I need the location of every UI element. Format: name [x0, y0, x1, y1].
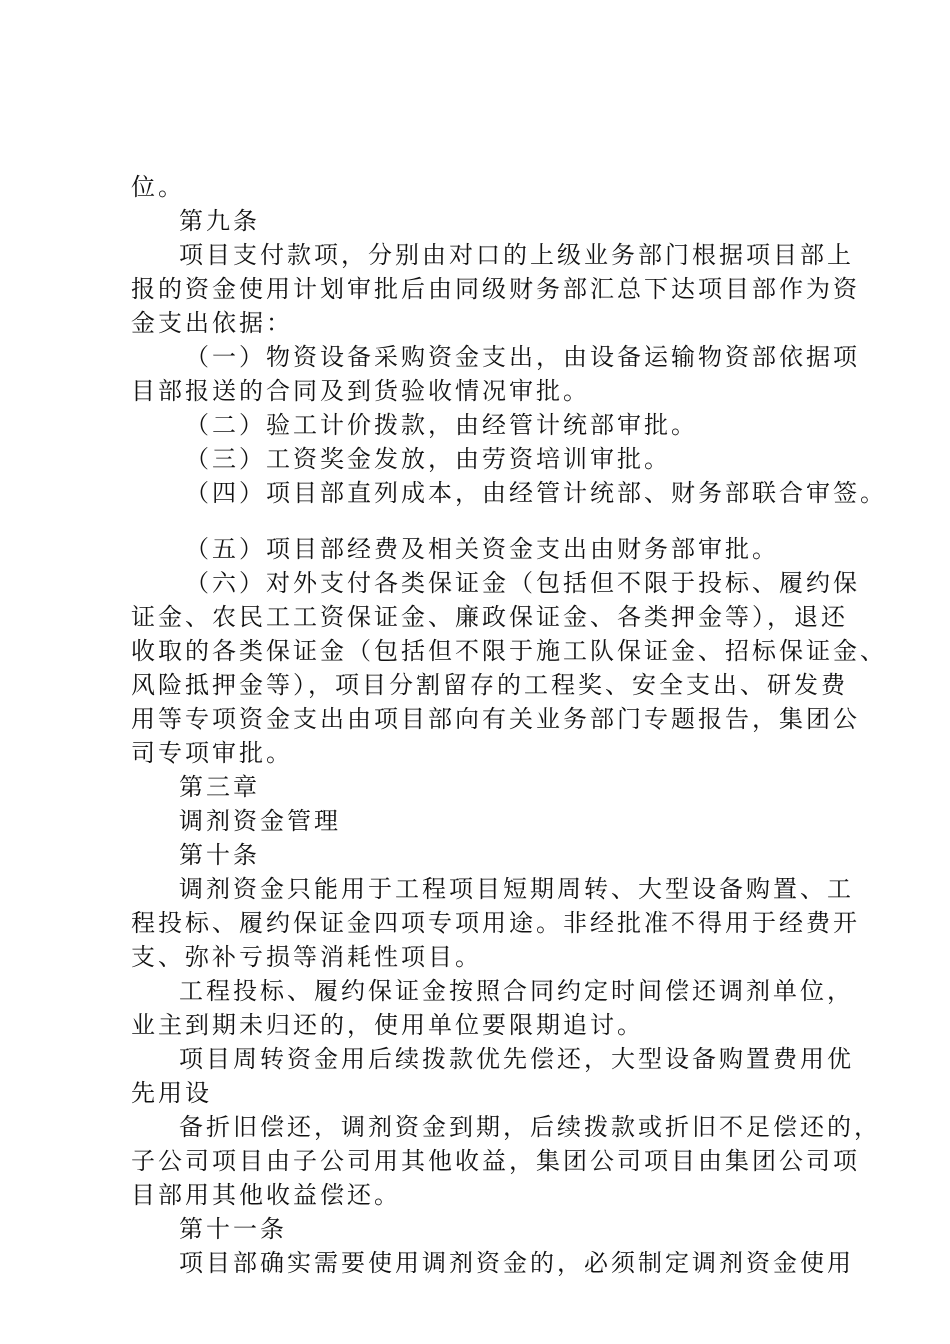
article-heading: 第十条	[179, 841, 260, 869]
list-item-text: （五）项目部经费及相关资金支出由财务部审批。	[185, 535, 779, 563]
text-line: 目部用其他收益偿还。	[131, 1181, 401, 1209]
text-line: 调剂资金只能用于工程项目短期周转、大型设备购置、工	[179, 875, 854, 903]
list-item-text: （三）工资奖金发放，由劳资培训审批。	[185, 445, 671, 473]
list-item-text: （四）项目部直列成本，由经管计统部、财务部联合审签。	[185, 479, 887, 507]
text-line: 项目支付款项，分别由对口的上级业务部门根据项目部上	[179, 241, 854, 269]
chapter-heading: 第三章	[179, 773, 260, 801]
text-line: 证金、农民工工资保证金、廉政保证金、各类押金等），退还	[131, 603, 848, 631]
text-line: 业主到期未归还的，使用单位要限期追讨。	[131, 1011, 644, 1039]
text-line: 程投标、履约保证金四项专项用途。非经批准不得用于经费开	[131, 909, 860, 937]
text-line: 工程投标、履约保证金按照合同约定时间偿还调剂单位，	[179, 977, 854, 1005]
text-line: 先用设	[131, 1079, 212, 1107]
text-line: 目部报送的合同及到货验收情况审批。	[131, 377, 590, 405]
text-line: 风险抵押金等），项目分割留存的工程奖、安全支出、研发费	[131, 671, 848, 699]
text-line: 支、弥补亏损等消耗性项目。	[131, 943, 482, 971]
text-line: 位。	[131, 173, 185, 201]
text-line: 项目周转资金用后续拨款优先偿还，大型设备购置费用优	[179, 1045, 854, 1073]
chapter-title: 调剂资金管理	[179, 807, 341, 835]
list-item-text: （一）物资设备采购资金支出，由设备运输物资部依据项	[185, 343, 860, 371]
text-line: 子公司项目由子公司用其他收益，集团公司项目由集团公司项	[131, 1147, 860, 1175]
document-body	[131, 170, 887, 1280]
list-item-text: （六）对外支付各类保证金（包括但不限于投标、履约保	[185, 569, 860, 597]
text-line: 金支出依据：	[131, 309, 293, 337]
text-line: 报的资金使用计划审批后由同级财务部汇总下达项目部作为资	[131, 275, 860, 303]
text-line: 项目部确实需要使用调剂资金的，必须制定调剂资金使用	[179, 1249, 854, 1277]
article-heading: 第十一条	[179, 1215, 287, 1243]
article-heading: 第九条	[179, 207, 260, 235]
text-line: 用等专项资金支出由项目部向有关业务部门专题报告，集团公	[131, 705, 860, 733]
text-line: 司专项审批。	[131, 739, 293, 767]
text-line: 备折旧偿还，调剂资金到期，后续拨款或折旧不足偿还的，	[179, 1113, 881, 1141]
list-item-text: （二）验工计价拨款，由经管计统部审批。	[185, 411, 698, 439]
text-line: 收取的各类保证金（包括但不限于施工队保证金、招标保证金、	[131, 637, 887, 665]
